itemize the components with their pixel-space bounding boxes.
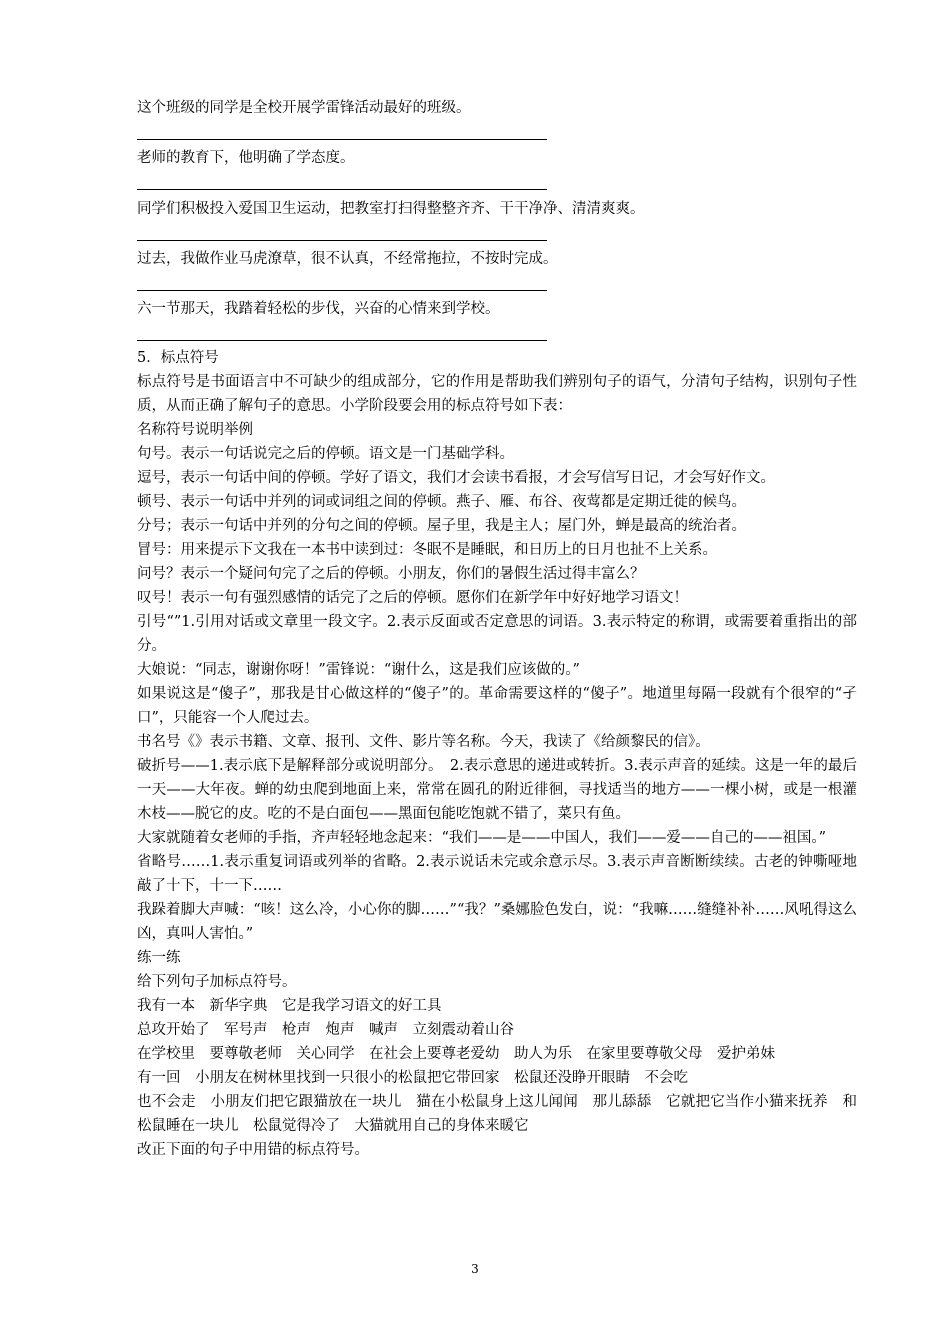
exercise-sentence: 老师的教育下，他明确了学态度。: [137, 150, 355, 166]
page-number: 3: [471, 1262, 479, 1276]
section-intro: 标点符号是书面语言中不可缺少的组成部分，它的作用是帮助我们辨别句子的语气，分清句子结构，识别句子性质，从而正确了解句子的意思。小学阶段要会用的标点符号如下表：: [137, 374, 857, 414]
punctuation-item: 问号？表示一个疑问句完了之后的停顿。小朋友，你们的暑假生活过得丰富么？: [137, 566, 645, 582]
practice-correction: 改正下面的句子中用错的标点符号。: [137, 1142, 369, 1158]
practice-sentence: 也不会走 小朋友们把它跟猫放在一块儿 猫在小松鼠身上这儿闻闻 那儿舔舔 它就把它当作小猫来抚养 和松鼠睡在一块儿 松鼠觉得冷了 大猫就用自己的身体来暖它: [137, 1094, 857, 1134]
answer-blank: [137, 139, 547, 140]
punctuation-item: 引号“”1.引用对话或文章里一段文字。2.表示反面或否定意思的词语。3.表示特定的称谓，或需要着重指出的部分。: [137, 614, 857, 654]
answer-blank: [137, 290, 547, 291]
punctuation-item: 书名号《》表示书籍、文章、报刊、文件、影片等名称。今天，我读了《给颜黎民的信》。: [137, 734, 710, 750]
answer-blank: [137, 189, 547, 190]
punctuation-item: 句号。表示一句话说完之后的停顿。语文是一门基础学科。: [137, 446, 514, 462]
practice-instruction: 给下列句子加标点符号。: [137, 974, 297, 990]
punctuation-item: 叹号！表示一句有强烈感情的话完了之后的停顿。愿你们在新学年中好好地学习语文！: [137, 590, 688, 606]
practice-sentence: 总攻开始了 军号声 枪声 炮声 喊声 立刻震动着山谷: [137, 1022, 514, 1038]
punctuation-item: 分号；表示一句话中并列的分句之间的停顿。屋子里，我是主人；屋门外，蝉是最高的统治者。: [137, 518, 746, 534]
exercise-sentence: 同学们积极投入爱国卫生运动，把教室打扫得整整齐齐、干干净净、清清爽爽。: [137, 201, 645, 217]
practice-sentence: 有一回 小朋友在树林里找到一只很小的松鼠把它带回家 松鼠还没睁开眼睛 不会吃: [137, 1070, 688, 1086]
punctuation-item: 逗号，表示一句话中间的停顿。学好了语文，我们才会读书看报，才会写信写日记，才会写好作文。: [137, 470, 775, 486]
punctuation-item: 破折号——1.表示底下是解释部分或说明部分。 2.表示意思的递进或转折。3.表示声音的延续。这是一年的最后一天——大年夜。蝉的幼虫爬到地面上来，常常在圆孔的附近徘徊，寻找适当的地方——一棵小树，或是一根灌木枝——脱它的皮。吃的不是白面包——黑面包能吃饱就不错了，菜只有鱼。: [137, 758, 857, 822]
exercise-sentence: 过去，我做作业马虎潦草，很不认真，不经常拖拉，不按时完成。: [137, 251, 558, 267]
exercise-sentence: 六一节那天，我踏着轻松的步伐，兴奋的心情来到学校。: [137, 301, 500, 317]
section-heading: 5．标点符号: [137, 350, 219, 366]
exercise-sentence: 这个班级的同学是全校开展学雷锋活动最好的班级。: [137, 100, 471, 116]
punctuation-example: 大家就随着女老师的手指，齐声轻轻地念起来：“我们——是——中国人，我们——爱——自己的——祖国。”: [137, 830, 827, 846]
punctuation-item: 顿号、表示一句话中并列的词或词组之间的停顿。燕子、雁、布谷、夜莺都是定期迁徙的候鸟。: [137, 494, 746, 510]
practice-sentence: 在学校里 要尊敬老师 关心同学 在社会上要尊老爱幼 助人为乐 在家里要尊敬父母 爱护弟妹: [137, 1046, 775, 1062]
punctuation-item: 冒号：用来提示下文我在一本书中读到过：冬眠不是睡眠，和日历上的日月也扯不上关系。: [137, 542, 717, 558]
punctuation-example: 我跺着脚大声喊：“咳！这么冷，小心你的脚……”“我？”桑娜脸色发白，说：“我嘛……缝缝补补……风吼得这么凶，真叫人害怕。”: [137, 902, 857, 942]
punctuation-item: 省略号……1.表示重复词语或列举的省略。2.表示说话未完或余意示尽。3.表示声音断断续续。古老的钟嘶哑地敲了十下，十一下……: [137, 854, 857, 894]
punctuation-example: 如果说这是“傻子”，那我是甘心做这样的“傻子”的。革命需要这样的“傻子”。地道里每隔一段就有个很窄的“孑口”，只能容一个人爬过去。: [137, 686, 857, 726]
answer-blank: [137, 240, 547, 241]
practice-sentence: 我有一本 新华字典 它是我学习语文的好工具: [137, 998, 442, 1014]
section-body: [137, 346, 857, 1162]
table-header: 名称符号说明举例: [137, 422, 253, 438]
punctuation-example: 大娘说：“同志，谢谢你呀！”雷锋说：“谢什么，这是我们应该做的。”: [137, 662, 580, 678]
answer-blank: [137, 340, 547, 341]
practice-heading: 练一练: [137, 950, 181, 966]
